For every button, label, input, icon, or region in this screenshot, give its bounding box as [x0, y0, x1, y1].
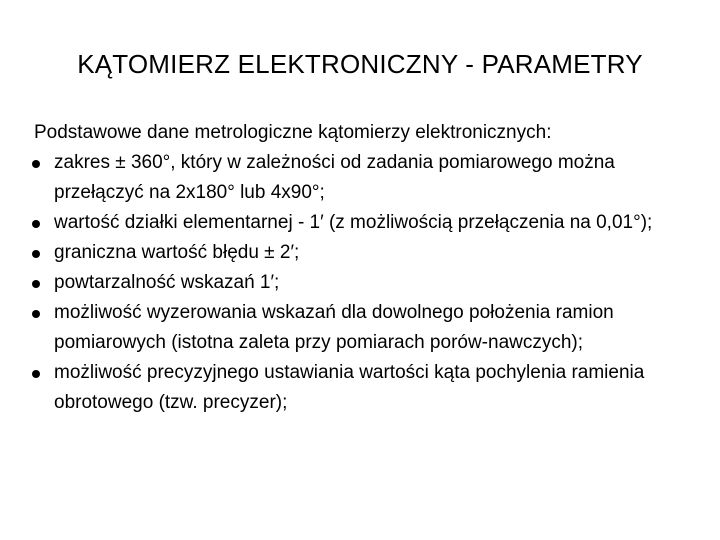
- bullet-dot-icon: [32, 220, 40, 228]
- bullet-dot-icon: [32, 280, 40, 288]
- bullet-item-precision: [32, 358, 692, 418]
- bullet-text: powtarzalność wskazań 1′;: [54, 272, 280, 293]
- bullet-item-division: [32, 208, 692, 238]
- bullet-dot-icon: [32, 250, 40, 258]
- bullet-item-zeroing: [32, 298, 692, 358]
- bullet-dot-icon: [32, 310, 40, 318]
- bullet-dot-icon: [32, 160, 40, 168]
- bullet-item-range: [32, 148, 692, 208]
- bullet-text: zakres ± 360°, który w zależności od zadania pomiarowego można przełączyć na 2x180° lub 4x90°;: [54, 152, 615, 203]
- bullet-dot-icon: [32, 370, 40, 378]
- bullet-item-error: [32, 238, 692, 268]
- bullet-item-repeatability: [32, 268, 692, 298]
- bullet-text: możliwość precyzyjnego ustawiania wartości kąta pochylenia ramienia obrotowego (tzw. precyzer);: [54, 362, 645, 413]
- slide-title: KĄTOMIERZ ELEKTRONICZNY - PARAMETRY: [77, 49, 643, 79]
- intro-text: Podstawowe dane metrologiczne kątomierzy elektronicznych:: [34, 122, 552, 143]
- slide-content: [32, 118, 692, 418]
- bullet-list: [32, 148, 692, 418]
- bullet-text: możliwość wyzerowania wskazań dla dowolnego położenia ramion pomiarowych (istotna zaleta przy pomiarach porów-nawczych);: [54, 302, 614, 353]
- bullet-text: wartość działki elementarnej - 1′ (z możliwością przełączenia na 0,01°);: [54, 212, 653, 233]
- bullet-text: graniczna wartość błędu ± 2′;: [54, 242, 300, 263]
